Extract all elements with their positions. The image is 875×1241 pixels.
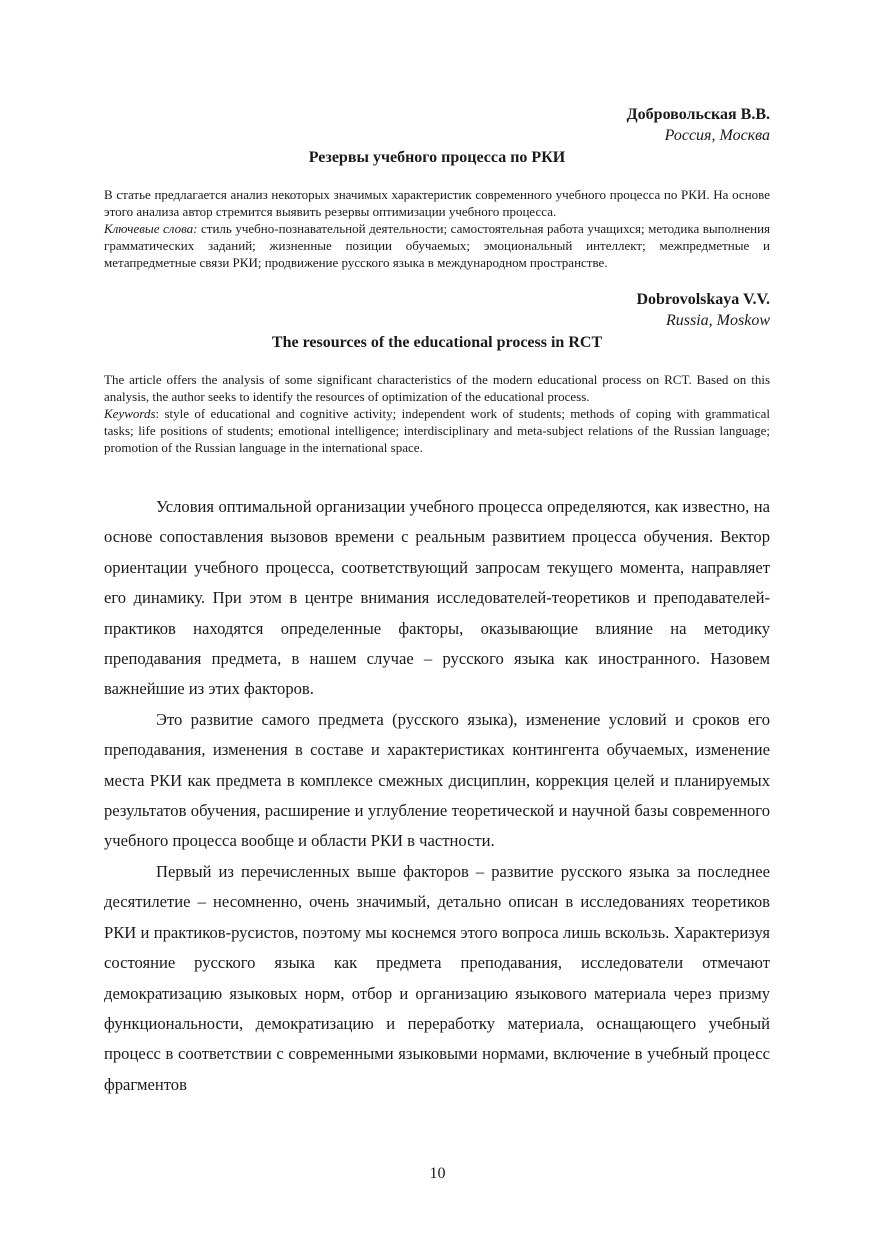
author-name-en: Dobrovolskaya V.V. [636,291,770,308]
body-paragraph: Условия оптимальной организации учебного процесса определяются, как известно, на основе сопоставления вызовов времени с реальным развитием процесса обучения. Вектор ориентации учебного процесса, соответствующий запросам текущего момента, направляет его динамику. При этом в центре внимания исследователей-теоретиков и преподавателей-практиков находятся определенные факторы, оказывающие влияние на методику преподавания предмета, в нашем случае – русского языка как иностранного. Назовем важнейшие из этих факторов. [104,497,770,699]
body-paragraph: Это развитие самого предмета (русского языка), изменение условий и сроков его преподавания, изменения в составе и характеристиках контингента обучаемых, изменение места РКИ как предмета в комплексе смежных дисциплин, коррекция целей и планируемых результатов обучения, расширение и углубление теоретической и научной базы современного учебного процесса вообще и области РКИ в частности. [104,709,770,851]
page-number: 10 [429,1165,446,1182]
author-block-ru [104,104,770,146]
keywords-label-en: Keywords [104,406,156,421]
author-name-ru: Добровольская В.В. [626,106,770,123]
article-title-en: The resources of the educational process in RCT [271,334,603,351]
keywords-text-ru: стиль учебно-познавательной деятельности; самостоятельная работа учащихся; методика выполнения грамматических заданий; жизненные позиции обучаемых; эмоциональный интеллект; межпредметные и метапредметные связи РКИ; продвижение русского языка в международном пространстве. [104,221,771,270]
page-content [104,104,770,1100]
english-block [104,289,770,456]
keywords-text-en: : style of educational and cognitive activity; independent work of students; methods of coping with grammatical tasks; life positions of students; emotional intelligence; interdisciplinary and meta-subject relations of the Russian language; promotion of the Russian language in the international space. [104,406,770,455]
author-place-en: Russia, Moskow [666,312,770,329]
author-block-en [104,289,770,331]
keywords-label-ru: Ключевые слова: [104,221,198,236]
body-paragraph: Первый из перечисленных выше факторов – развитие русского языка за последнее десятилетие – несомненно, очень значимый, детально описан в исследованиях теоретиков РКИ и практиков-русистов, поэтому мы коснемся этого вопроса лишь вскользь. Характеризуя состояние русского языка как предмета преподавания, исследователи отмечают демократизацию языковых норм, отбор и организацию языкового материала через призму функциональности, демократизацию и переработку материала, оснащающего учебный процесс в соответствии с современными языковыми нормами, включение в учебный процесс фрагментов [104,861,770,1094]
main-text [104,492,770,1100]
author-place-ru: Россия, Москва [664,127,770,144]
abstract-en [104,371,770,456]
abstract-ru [104,186,770,271]
keywords-en [104,405,770,456]
article-title-ru: Резервы учебного процесса по РКИ [308,149,566,166]
abstract-text-en: The article offers the analysis of some significant characteristics of the modern educational process on RCT. Based on this analysis, the author seeks to identify the resources of optimization of the educational process. [104,372,770,404]
keywords-ru [104,220,770,271]
abstract-text-ru: В статье предлагается анализ некоторых значимых характеристик современного учебного процесса по РКИ. На основе этого анализа автор стремится выявить резервы оптимизации учебного процесса. [104,187,770,219]
